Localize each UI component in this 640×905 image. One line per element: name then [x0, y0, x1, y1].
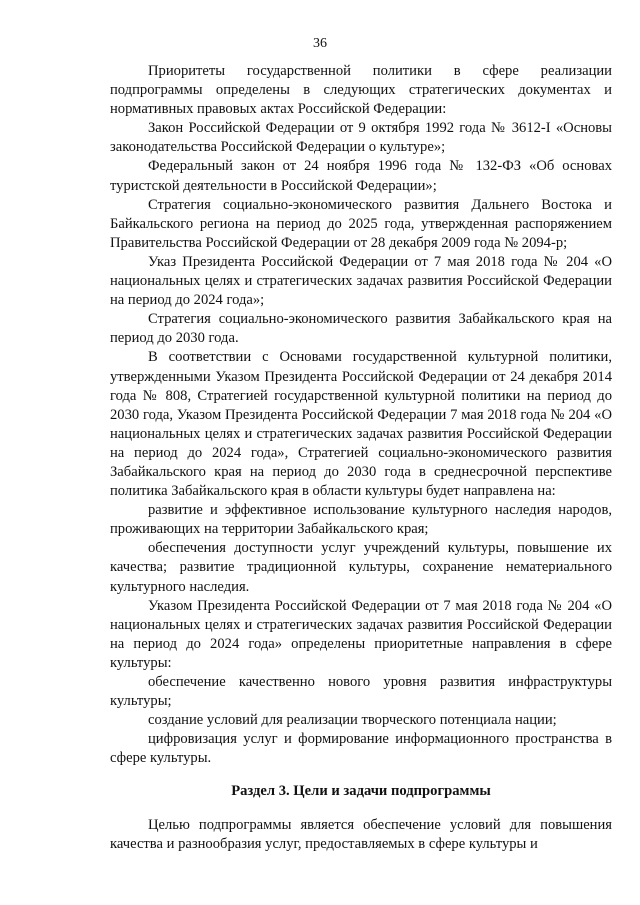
paragraph-strategy-zabaikalsky: Стратегия социально-экономического развития Забайкальского края на период до 2030 года. [110, 311, 612, 347]
paragraph-law-culture: Закон Российской Федерации от 9 октября 1992 года № 3612-I «Основы законодательства Российской Федерации о культуре»; [110, 120, 612, 156]
paragraph-digitalization: цифровизация услуг и формирование информационного пространства в сфере культуры. [110, 731, 612, 767]
paragraph-decree-204: Указ Президента Российской Федерации от 7 мая 2018 года № 204 «О национальных целях и стратегических задачах развития Российской Федерации на период до 2024 года»; [110, 253, 612, 309]
section-heading: Раздел 3. Цели и задачи подпрограммы [231, 783, 491, 800]
paragraph-law-tourism: Федеральный закон от 24 ноября 1996 года № 132-ФЗ «Об основах туристской деятельности в Российской Федерации»; [110, 158, 612, 194]
paragraph-infrastructure: обеспечение качественно нового уровня развития инфраструктуры культуры; [110, 674, 612, 710]
paragraph-intro: Приоритеты государственной политики в сфере реализации подпрограммы определены в следующих стратегических документах и нормативных правовых актах Российской Федерации: [110, 63, 612, 118]
paragraph-creative-potential: создание условий для реализации творческого потенциала нации; [148, 712, 557, 729]
paragraph-heritage: развитие и эффективное использование культурного наследия народов, проживающих на территории Забайкальского края; [110, 502, 612, 538]
paragraph-goal: Целью подпрограммы является обеспечение условий для повышения качества и разнообразия услуг, предоставляемых в сфере культуры и [110, 816, 612, 852]
paragraph-strategy-far-east: Стратегия социально-экономического развития Дальнего Востока и Байкальского региона на период до 2025 года, утвержденная распоряжением Правительства Российской Федерации от 28 декабря 2009 года № 2094-р; [110, 196, 612, 251]
paragraph-priority-directions: Указом Президента Российской Федерации от 7 мая 2018 года № 204 «О национальных целях и стратегических задачах развития Российской Федерации на период до 2024 года» определены приоритетные направления в сфере культуры: [110, 597, 612, 671]
document-body [110, 62, 612, 854]
page-number: 36 [313, 36, 327, 51]
paragraph-policy-directions: В соответствии с Основами государственной культурной политики, утвержденными Указом Президента Российской Федерации от 24 декабря 2014 года № 808, Стратегией государственной культурной политики на период до 2030 года, Указом Президента Российской Федерации 7 мая 2018 года № 204 «О национальных целях и стратегических задачах развития Российской Федерации на период до 2024 года», Стратегией социально-экономического развития Забайкальского края на период до 2030 года в среднесрочной перспективе политика Забайкальского края в области культуры будет направлена на: [110, 349, 612, 500]
paragraph-accessibility: обеспечения доступности услуг учреждений культуры, повышение их качества; развитие традиционной культуры, сохранение нематериального культурного наследия. [110, 540, 612, 595]
